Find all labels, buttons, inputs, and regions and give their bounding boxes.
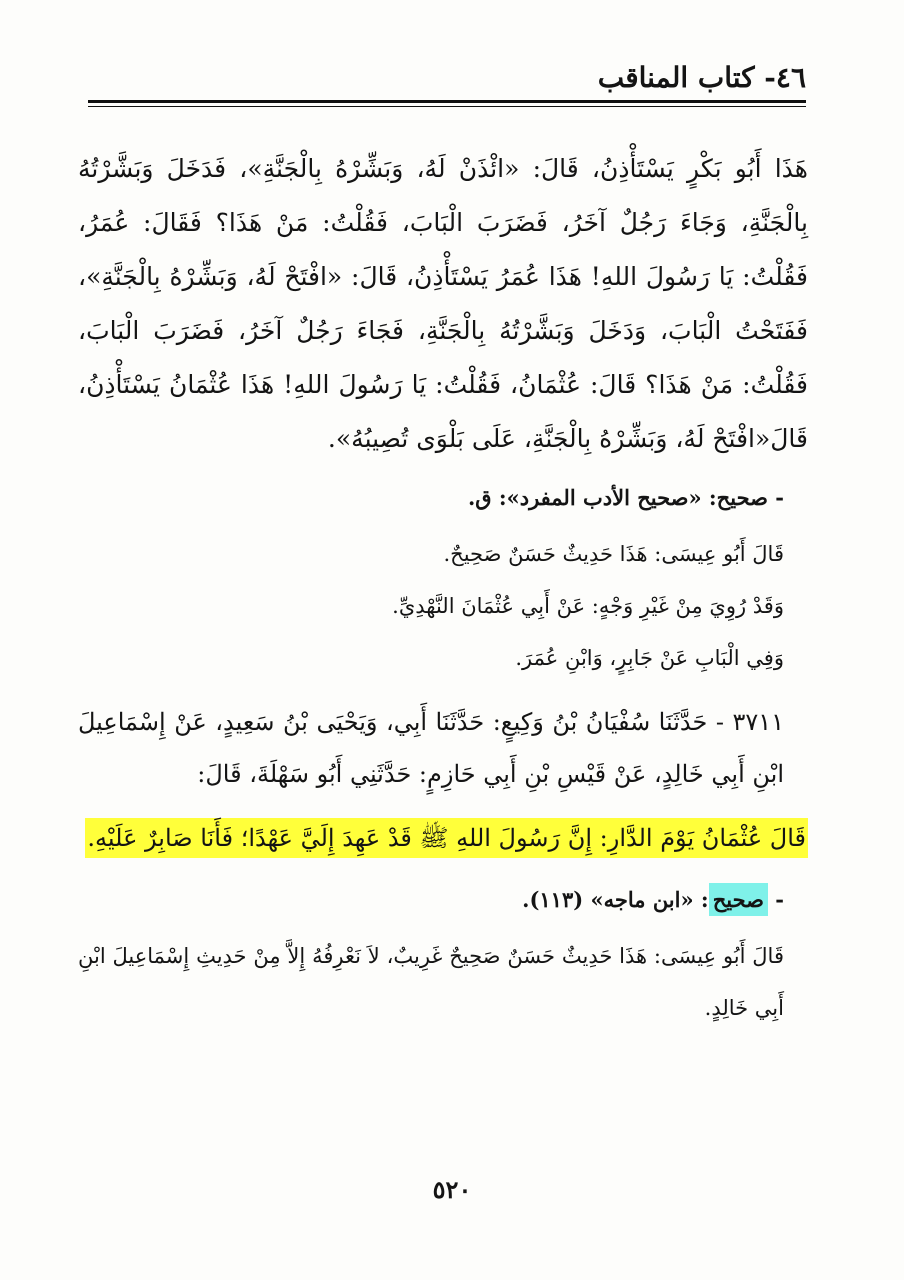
grade-dash: - — [767, 887, 784, 912]
commentary-line: وَقَدْ رُوِيَ مِنْ غَيْرِ وَجْهٍ: عَنْ أَبِي عُثْمَانَ النَّهْدِيِّ. — [392, 594, 784, 618]
hadith-continuation: هَذَا أَبُو بَكْرٍ يَسْتَأْذِنُ، قَالَ: «ائْذَنْ لَهُ، وَبَشِّرْهُ بِالْجَنَّةِ»، فَدَخَلَ وَبَشَّرْتُهُ بِالْجَنَّةِ، وَجَاءَ رَجُلٌ آخَرُ، فَضَرَبَ الْبَابَ، فَقُلْتُ: مَنْ هَذَا؟ فَقَالَ: عُمَرُ، فَقُلْتُ: يَا رَسُولَ اللهِ! هَذَا عُمَرُ يَسْتَأْذِنُ، قَالَ: «افْتَحْ لَهُ، وَبَشِّرْهُ بِالْجَنَّةِ»، فَفَتَحْتُ الْبَابَ، وَدَخَلَ وَبَشَّرْتُهُ بِالْجَنَّةِ، فَجَاءَ رَجُلٌ آخَرُ، فَضَرَبَ الْبَابَ، فَقُلْتُ: مَنْ هَذَا؟ قَالَ: عُثْمَانُ، فَقُلْتُ: يَا رَسُولَ اللهِ! هَذَا عُثْمَانُ يَسْتَأْذِنُ، قَالَ«افْتَحْ لَهُ، وَبَشِّرْهُ بِالْجَنَّةِ، عَلَى بَلْوَى تُصِيبُهُ». — [78, 154, 808, 453]
hadith-isnad: - حَدَّثَنَا سُفْيَانُ بْنُ وَكِيعٍ: حَدَّثَنَا أَبِي، وَيَحْيَى بْنُ سَعِيدٍ، عَنْ إِسْمَاعِيلَ ابْنِ أَبِي خَالِدٍ، عَنْ قَيْسِ بْنِ أَبِي حَازِمٍ: حَدَّثَنِي أَبُو سَهْلَةَ، قَالَ: — [78, 708, 784, 788]
grade-source: : «ابن ماجه» (١١٣). — [522, 887, 709, 912]
highlighted-grade-word: صحيح — [709, 883, 768, 916]
highlighted-hadith-text: قَالَ عُثْمَانُ يَوْمَ الدَّارِ: إِنَّ رَسُولَ اللهِ ﷺ قَدْ عَهِدَ إِلَيَّ عَهْدًا؛ فَأَنَا صَابِرٌ عَلَيْهِ. — [85, 818, 808, 858]
hadith-number: ٣٧١١ — [732, 708, 784, 736]
hadith-chain — [78, 696, 808, 800]
grading-line — [78, 878, 808, 922]
header-rule-thin — [88, 106, 806, 107]
page-number: ٥٢٠ — [432, 1175, 472, 1204]
chapter-header: ٤٦- كتاب المناقب — [597, 61, 806, 94]
header-rule-thick — [88, 100, 806, 103]
commentary-line: وَفِي الْبَابِ عَنْ جَابِرٍ، وَابْنِ عُمَرَ. — [515, 646, 784, 670]
commentary-line: قَالَ أَبُو عِيسَى: هَذَا حَدِيثٌ حَسَنٌ صَحِيحٌ. — [443, 542, 784, 566]
grading-line: - صحيح: «صحيح الأدب المفرد»: ق. — [467, 485, 784, 510]
hadith-text — [78, 812, 808, 864]
commentary-line: قَالَ أَبُو عِيسَى: هَذَا حَدِيثٌ حَسَنٌ صَحِيحٌ غَرِيبٌ، لاَ نَعْرِفُهُ إِلاَّ مِنْ حَدِيثِ إِسْمَاعِيلَ ابْنِ أَبِي خَالِدٍ. — [78, 944, 784, 1020]
page-body — [78, 142, 808, 1034]
